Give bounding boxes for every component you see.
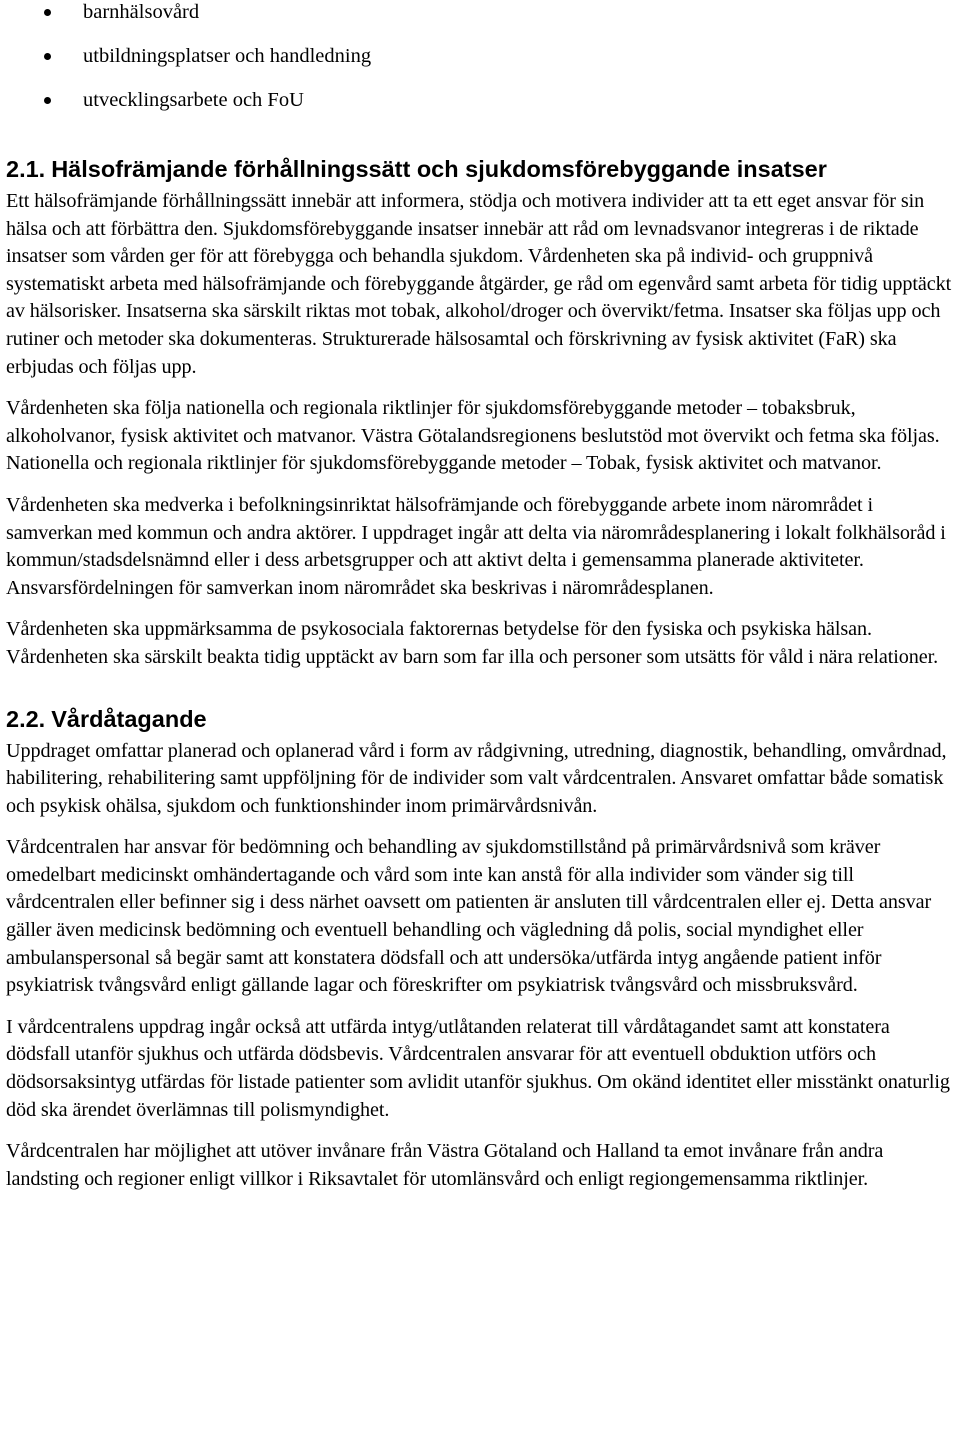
bullet-text: utvecklingsarbete och FoU <box>83 89 304 111</box>
bullet-dot-icon <box>44 97 51 104</box>
section-number: 2.1. <box>6 156 46 182</box>
bullet-item <box>0 0 960 41</box>
bullet-item <box>0 85 960 129</box>
section-heading-2-2 <box>6 700 958 738</box>
bullet-dot-icon <box>44 9 51 16</box>
paragraph: Vårdcentralen har möjlighet att utöver invånare från Västra Götaland och Halland ta emot invånare från andra landsting och regioner enligt villkor i Riksavtalet för utomlänsvård och enligt regiongemensamma riktlinjer. <box>6 1140 884 1190</box>
paragraph: I vårdcentralens uppdrag ingår också att utfärda intyg/utlåtanden relaterat till vårdåtagandet samt att konstatera dödsfall utanför sjukhus och utfärda dödsbevis. Vårdcentralen ansvarar för att eventuell obduktion utförs och dödsorsaksintyg utfärdas för listade patienter som avlidit utanför sjukhus. Om okänd identitet eller misstänkt onaturlig död ska ärendet överlämnas till polismyndighet. <box>6 1015 950 1121</box>
paragraph: Vårdcentralen har ansvar för bedömning och behandling av sjukdomstillstånd på primärvårdsnivå som kräver omedelbart medicinskt omhändertagande och vård som inte kan anstå för alla individer som vänder sig till vårdcentralen eller befinner sig i dess närhet oavsett om patienten är ansluten till vårdcentralen eller ej. Detta ansvar gäller även medicinsk bedömning och eventuell behandling och vägledning då polis, social myndighet eller ambulanspersonal så begär samt att konstatera dödsfall och att undersöka/utfärda intyg angående patient inför psykiatrisk tvångsvård enligt gällande lagar och föreskrifter om psykiatrisk tvångsvård och missbruksvård. <box>6 836 932 997</box>
paragraph: Vårdenheten ska följa nationella och regionala riktlinjer för sjukdomsförebyggande metoder – tobaksbruk, alkoholvanor, fysisk aktivitet och matvanor. Västra Götalandsregionens beslutstöd mot övervikt och fetma ska följas. Nationella och regionala riktlinjer för sjukdomsförebyggande metoder – Tobak, fysisk aktivitet och matvanor. <box>6 397 940 475</box>
bullet-item <box>0 41 960 85</box>
section-title: Hälsofrämjande förhållningssätt och sjukdomsförebyggande insatser <box>51 156 827 182</box>
document-body <box>6 150 958 1207</box>
paragraph: Vårdenheten ska medverka i befolkningsinriktat hälsofrämjande och förebyggande arbete inom närområdet i samverkan med kommun och andra aktörer. I uppdraget ingår att delta via närområdesplanering i lokalt folkhälsoråd i kommun/stadsdelsnämnd eller i dess arbetsgrupper och att aktivt delta i gemensamma planerade aktiviteter. Ansvarsfördelningen för samverkan inom närområdet ska beskrivas i närområdesplanen. <box>6 493 946 599</box>
section-number: 2.2. <box>6 705 46 732</box>
bullet-list <box>0 0 960 129</box>
bullet-text: utbildningsplatser och handledning <box>83 45 372 67</box>
bullet-dot-icon <box>44 53 51 60</box>
paragraph: Uppdraget omfattar planerad och oplanerad vård i form av rådgivning, utredning, diagnostik, behandling, omvårdnad, habilitering, rehabilitering samt uppföljning för de individer som valt vårdcentralen. Ansvaret omfattar både somatisk och psykisk ohälsa, sjukdom och funktionshinder inom primärvårdsnivån. <box>6 739 947 817</box>
paragraph: Ett hälsofrämjande förhållningssätt innebär att informera, stödja och motivera individer att ta ett eget ansvar för sin hälsa och att förbättra den. Sjukdomsförebyggande insatser innebär att råd om levnadsvanor integreras i de riktade insatser som vården ger för att förebygga och behandla sjukdom. Vårdenheten ska på individ- och gruppnivå systematiskt arbeta med hälsofrämjande och förebyggande åtgärder, ge råd om egenvård samt arbeta för tidig upptäckt av hälsorisker. Insatserna ska särskilt riktas mot tobak, alkohol/droger och övervikt/fetma. Insatser ska följas upp och rutiner och metoder ska dokumenteras. Strukturerade hälsosamtal och förskrivning av fysisk aktivitet (FaR) ska erbjudas och följas upp. <box>6 190 952 378</box>
section-heading-2-1 <box>6 150 958 188</box>
section-title: Vårdåtagande <box>51 705 207 732</box>
bullet-text: barnhälsovård <box>83 1 200 23</box>
paragraph: Vårdenheten ska uppmärksamma de psykosociala faktorernas betydelse för den fysiska och psykiska hälsan. Vårdenheten ska särskilt beakta tidig upptäckt av barn som far illa och personer som utsätts för våld i nära relationer. <box>6 618 939 668</box>
